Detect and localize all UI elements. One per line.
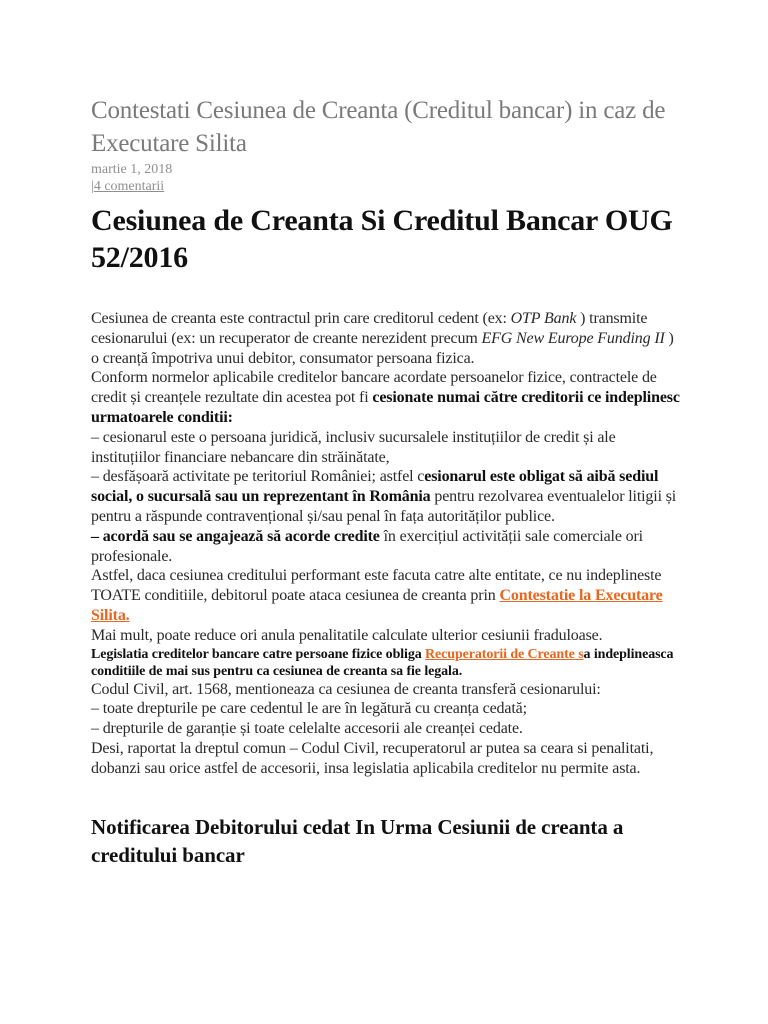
- condition-teritoriu: – desfășoară activitate pe teritoriul României; astfel cesionarul este obligat să aibă sediul social, o sucursală sau un reprezentant în România pentru rezolvarea eventualelor litigii și pentru a răspunde contravențional și/sau penal în fața autorităților publice.: [91, 468, 677, 525]
- bold-sediu-social: esionarul este obligat să aibă sediul social, o sucursală sau un reprezentant în România: [91, 468, 659, 506]
- list-item-drepturi-garantie: – drepturile de garanție și toate celelalte accesorii ale creanței cedate.: [91, 720, 523, 738]
- condition-persoana-juridica: – cesionarul este o persoana juridică, inclusiv sucursalele instituțiilor de credit și ale instituțiilor financiare nebancare din străinătate,: [91, 428, 616, 466]
- article-page: [91, 94, 681, 869]
- post-comments: [91, 178, 681, 195]
- section-heading-notificare: Notificarea Debitorului cedat In Urma Cesiunii de creanta a creditului bancar: [91, 814, 624, 867]
- example-bank-name: OTP Bank: [510, 310, 577, 327]
- list-item-drepturi-cedent: – toate drepturile pe care cedentul le are în legătură cu creanța cedată;: [91, 700, 527, 718]
- paragraph-astfel: Astfel, daca cesiunea creditului performant este facuta catre alte entitate, ce nu indeplineste TOATE conditiile, debitorul poate ataca cesiunea de creanta prin Contestatie la Executare Silita.: [91, 567, 663, 624]
- recuperatori-link[interactable]: Recuperatorii de Creante s: [425, 646, 584, 662]
- contestatie-link[interactable]: Contestatie la Executare Silita.: [91, 587, 663, 624]
- article-heading: Cesiunea de Creanta Si Creditul Bancar OUG 52/2016: [91, 204, 673, 274]
- bold-conditions-intro: cesionate numai către creditorii ce indeplinesc urmatoarele conditii:: [91, 389, 680, 426]
- post-title: Contestati Cesiunea de Creanta (Creditul bancar) in caz de Executare Silita: [91, 97, 666, 157]
- paragraph-desi: Desi, raportat la dreptul comun – Codul Civil, recuperatorul ar putea sa ceara si penalitati, dobanzi sau orice astfel de accesorii, insa legislatia aplicabila creditelor nu permite asta.: [91, 739, 654, 777]
- paragraph-mai-mult: Mai mult, poate reduce ori anula penalitatile calculate ulterior cesiunii fraduloase.: [91, 626, 603, 644]
- example-recuperator-name: EFG New Europe Funding II: [481, 329, 665, 347]
- comments-separator: |: [91, 179, 94, 194]
- paragraph-cesiune-definition: Cesiunea de creanta este contractul prin care creditorul cedent (ex: OTP Bank ) transmite cesionarului (ex: un recuperator de creante nerezident precum EFG New Europe Funding II ) o creanță împotriva unui debitor, consumator persoana fizica.: [91, 310, 674, 367]
- paragraph-conform-normelor: Conform normelor aplicabile creditelor bancare acordate persoanelor fizice, contractele de credit și creanțele rezultate din acestea pot fi cesionate numai către creditorii ce indeplinesc urmatoarele conditii:: [91, 369, 680, 426]
- paragraph-legislatia: Legislatia creditelor bancare catre persoane fizice obliga Recuperatorii de Creante sa indeplineasca conditiile de mai sus pentru ca cesiunea de creanta sa fie legala.: [91, 646, 674, 679]
- condition-acorda-credite: – acordă sau se angajează să acorde credite în exercițiul activității sale comerciale ori profesionale.: [91, 527, 643, 565]
- bold-acorda-credite: – acordă sau se angajează să acorde credite: [91, 527, 380, 545]
- comments-link[interactable]: 4 comentarii: [93, 179, 165, 194]
- paragraph-codul-civil: Codul Civil, art. 1568, mentioneaza ca cesiunea de creanta transferă cesionarului:: [91, 680, 601, 698]
- post-date: martie 1, 2018: [91, 162, 173, 177]
- article-body: [91, 309, 681, 779]
